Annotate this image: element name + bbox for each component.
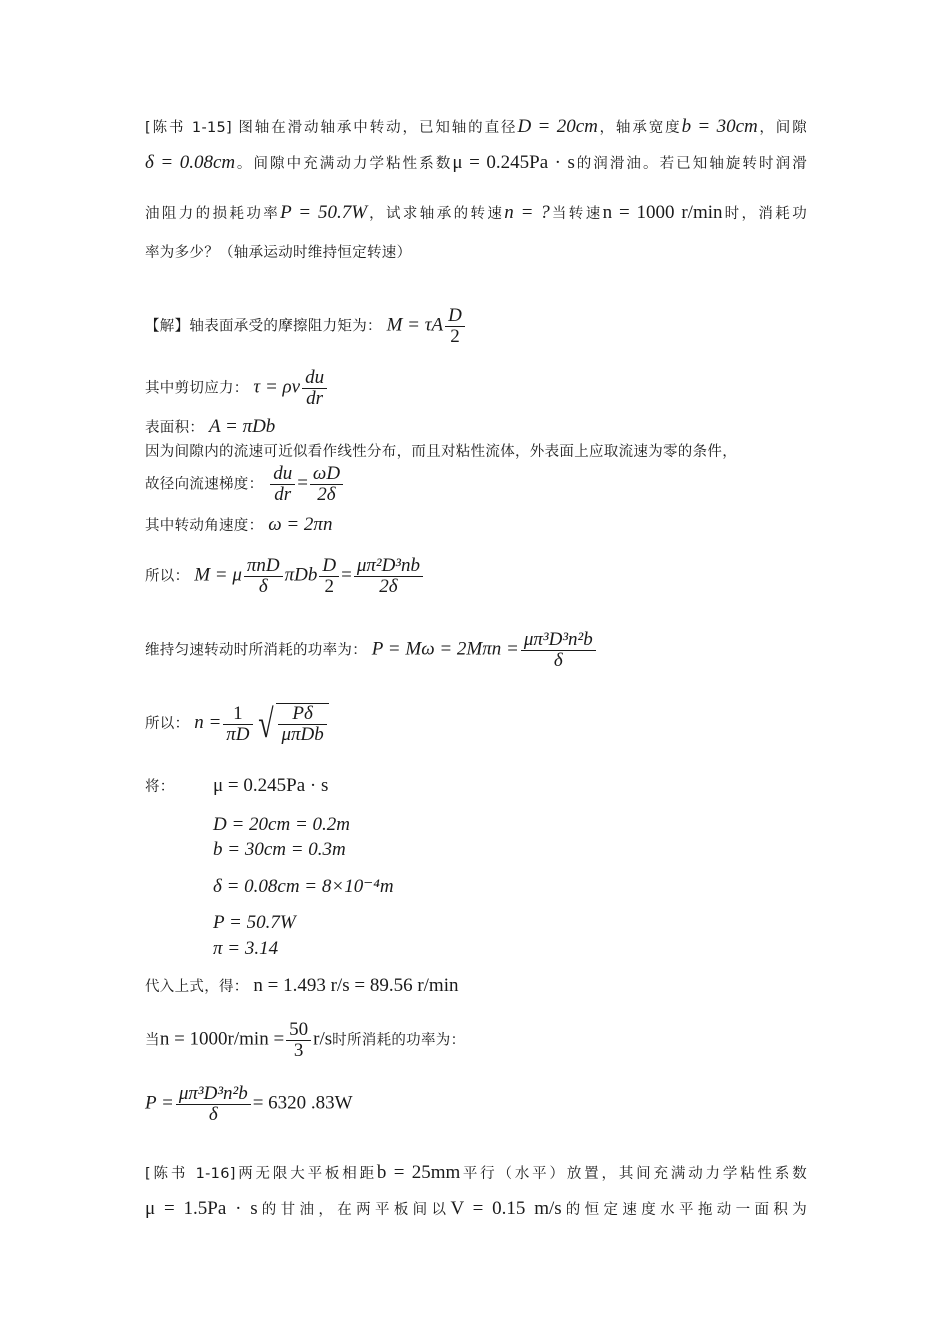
text-label: 故径向流速梯度： (145, 476, 264, 493)
text-label: 因为间隙内的流速可近似看作线性分布，而且对粘性流体，外表面上应取流速为零的条件， (145, 444, 737, 460)
fraction: $\frac{\text{πnD}}{\delta}$ (244, 556, 283, 597)
text-label: 所以： (145, 716, 190, 732)
problem-tag: [陈书 1-16] (145, 1166, 236, 1182)
solution-area (145, 417, 275, 438)
problem-text: 的甘油，在两平板间以 (257, 1202, 451, 1218)
problem-1-line-4 (145, 242, 411, 263)
formula: τ = ρν (253, 376, 301, 398)
text-label: 其中转动角速度： (145, 518, 264, 534)
formula: D = 20cm (517, 116, 598, 137)
problem-text: 的恒定速度水平拖动一面积为 (561, 1202, 808, 1218)
formula: μ = 0.245Pa · s (452, 152, 575, 173)
text-label: 其中剪切应力： (145, 380, 249, 397)
fraction: $\frac{\text{μπ²D³nb}}{2\delta}$ (354, 556, 423, 597)
problem-text: ，轴承宽度 (597, 120, 682, 136)
problem-text: 两无限大平板相距 (235, 1166, 377, 1182)
formula: P = 50.7W (280, 202, 368, 223)
problem-text: 。间隙中充满动力学粘性系数 (235, 156, 453, 172)
formula: n = (194, 712, 222, 733)
problem-text: 图轴在滑动轴承中转动，已知轴的直径 (238, 120, 518, 136)
solution-power (145, 630, 598, 671)
text-label: 表面积： (145, 420, 205, 436)
fraction: $\frac{\text{μπ³D³n²b}}{\delta}$ (521, 630, 596, 671)
problem-tag: [陈书 1-15] (145, 120, 232, 136)
formula: P = Mω = 2Mπn = (371, 638, 519, 660)
sub-delta: δ = 0.08cm = 8×10⁻⁴m (213, 876, 394, 897)
formula: P = (145, 1092, 174, 1114)
text-label: 代入上式，得： (145, 979, 249, 995)
formula: n = 1000 r/min (602, 202, 723, 223)
solution-when (145, 1020, 465, 1061)
sub-P: P = 50.7W (213, 912, 296, 933)
problem-text: 油阻力的损耗功率 (145, 206, 281, 222)
formula: μ = 1.5Pa · s (145, 1198, 258, 1219)
problem-text: 的润滑油。若已知轴旋转时润滑 (574, 156, 808, 172)
formula: n = 1000r/min = (159, 1028, 285, 1050)
sub-mu: μ = 0.245Pa · s (213, 775, 329, 796)
text-label: 当 (145, 1032, 160, 1049)
sub-D: D = 20cm = 0.2m (213, 814, 350, 835)
formula: δ = 0.08cm (145, 152, 236, 173)
sub-pi: π = 3.14 (213, 938, 279, 959)
solution-moment-result (145, 556, 425, 597)
problem-1-line-3 (145, 203, 807, 224)
formula: A = πDb (208, 416, 276, 437)
solution-final (145, 1084, 353, 1125)
formula: n = 1.493 r/s = 89.56 r/min (253, 975, 459, 996)
fraction: $\frac{du}{dr}$ (302, 368, 327, 409)
formula: = (341, 564, 352, 586)
formula: M = τA (386, 314, 444, 336)
fraction: $\frac{D}{2}$ (319, 556, 339, 597)
solution-n (145, 703, 329, 745)
square-root: √ $\frac{P\delta}{\text{μπDb}}$ (255, 703, 329, 745)
formula: b = 25mm (376, 1162, 461, 1183)
problem-2-line-2 (145, 1199, 807, 1220)
formula: = 6320 .83W (252, 1092, 353, 1114)
formula: M = μ (194, 564, 242, 586)
problem-text: 率为多少？（轴承运动时维持恒定转速） (145, 245, 412, 261)
formula: πDb (284, 564, 318, 586)
problem-1-line-1 (145, 117, 807, 138)
solution-explain (145, 441, 737, 462)
fraction: $\frac{\text{μπ³D³n²b}}{\delta}$ (176, 1084, 251, 1125)
fraction: $\frac{D}{2}$ (445, 306, 465, 347)
fraction: $\frac{50}{3}$ (286, 1020, 311, 1061)
solution-shear (145, 368, 329, 409)
solution-result (145, 976, 459, 997)
fraction: $\frac{\omega D}{2\delta}$ (310, 464, 343, 505)
fraction: $\frac{du}{dr}$ (270, 464, 295, 505)
problem-2-line-1 (145, 1163, 807, 1184)
formula: n = ? (504, 202, 550, 223)
fraction: $\frac{1}{\pi D}$ (223, 704, 252, 745)
text-label: 将： (145, 779, 175, 795)
problem-text: 当转速 (549, 206, 603, 222)
solution-label: 【解】轴表面承受的摩擦阻力矩为： (145, 318, 382, 335)
substitution-label-line (145, 776, 175, 797)
problem-text: ，间隙 (757, 120, 808, 136)
text-label: 时所消耗的功率为： (332, 1032, 466, 1049)
problem-1-line-2 (145, 153, 807, 174)
formula: b = 30cm (681, 116, 758, 137)
formula: = (297, 472, 308, 494)
sub-b: b = 30cm = 0.3m (213, 839, 346, 860)
formula: r/s (313, 1028, 333, 1050)
solution-gradient (145, 464, 345, 505)
formula: ω = 2πn (268, 514, 333, 535)
text-label: 维持匀速转动时所消耗的功率为： (145, 642, 367, 659)
problem-text: ，试求轴承的转速 (367, 206, 505, 222)
solution-omega (145, 515, 332, 536)
problem-text: 平行（水平）放置，其间充满动力学粘性系数 (460, 1166, 808, 1182)
formula: V = 0.15 m/s (450, 1198, 562, 1219)
problem-text: 时，消耗功 (722, 206, 807, 222)
solution-moment (145, 306, 467, 347)
text-label: 所以： (145, 568, 190, 585)
